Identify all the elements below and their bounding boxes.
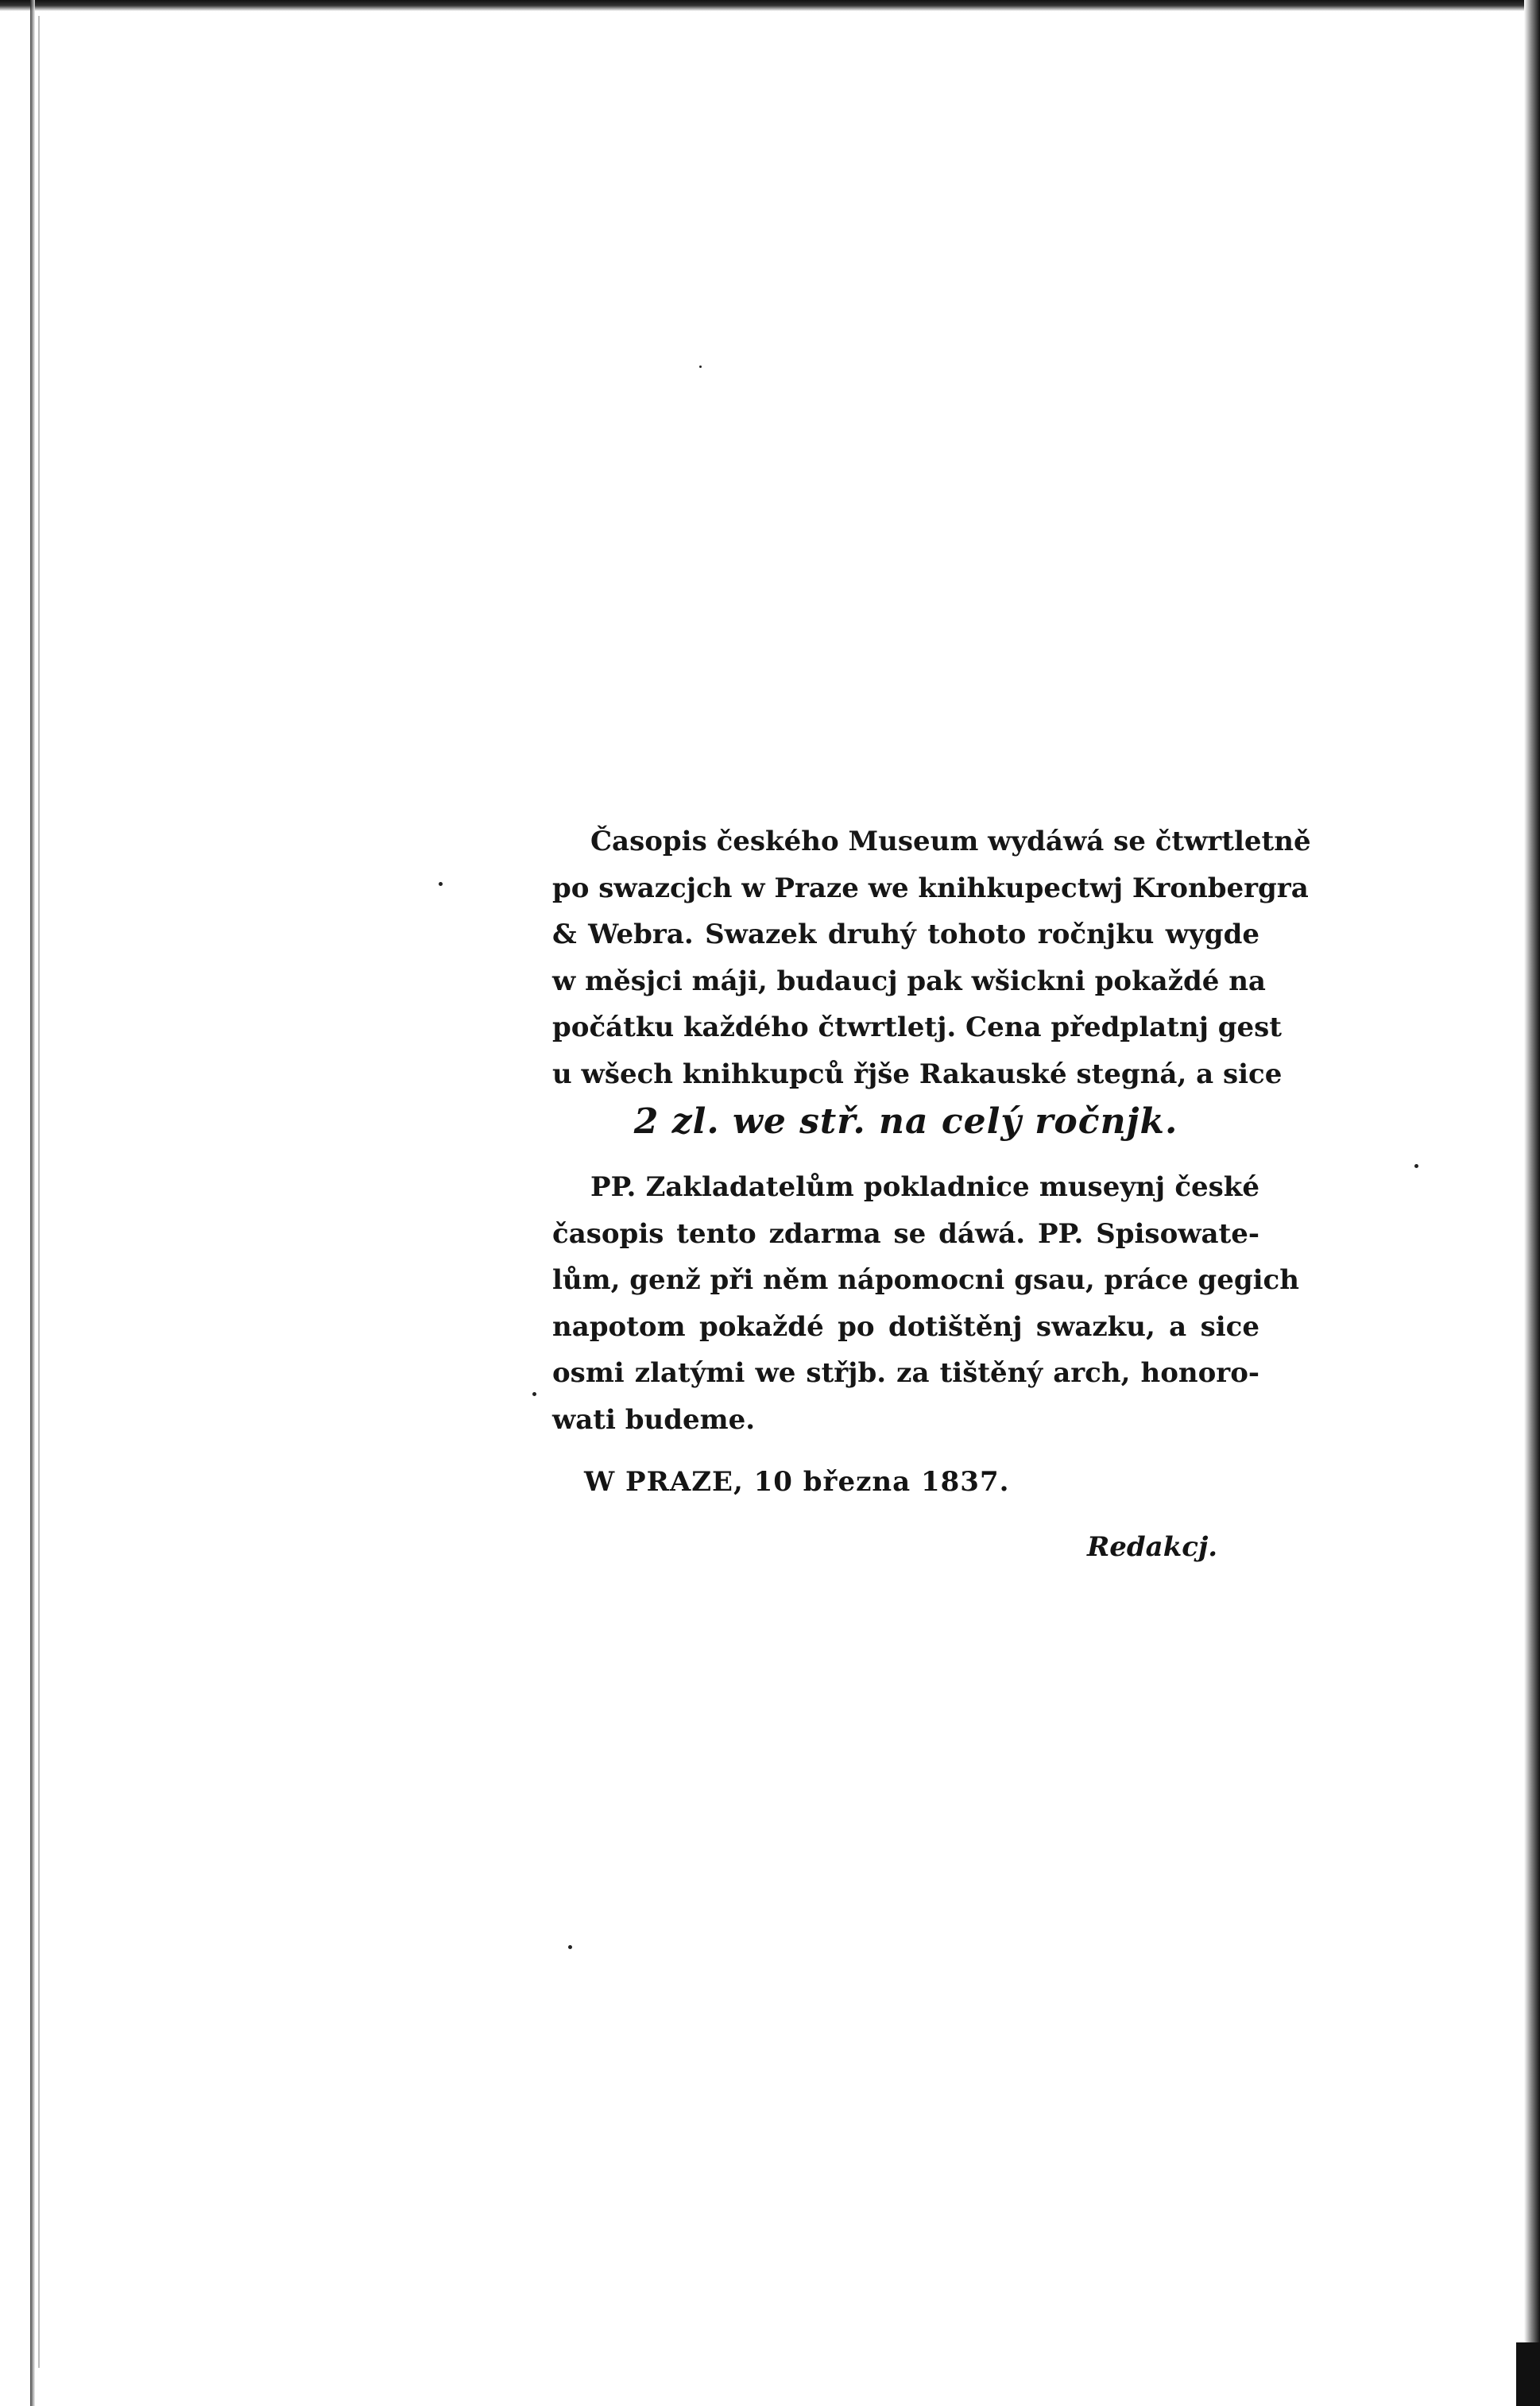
text-line: wati budeme. — [552, 1403, 756, 1436]
signature: Redakcj. — [1087, 1531, 1218, 1563]
text-line: počátku každého čtwrtletj. Cena předplatnj gest — [552, 1012, 1282, 1043]
text-line: w měsjci máji, budaucj pak wšickni pokaždé na — [552, 965, 1266, 997]
text-line: osmi zlatými we střjb. za tištěný arch, honoro- — [552, 1357, 1259, 1389]
scan-left-fold — [38, 16, 40, 2368]
scan-right-edge — [1524, 0, 1540, 2406]
paragraph-contributors — [552, 1164, 1299, 1443]
ink-speck — [1414, 1164, 1418, 1168]
dateline: W PRAZE, 10 března 1837. — [584, 1466, 1010, 1498]
ink-speck — [439, 882, 443, 886]
paragraph-publication — [552, 818, 1311, 1097]
text-line: Časopis českého Museum wydáwá se čtwrtletně — [590, 826, 1311, 857]
text-line: lům, genž při něm nápomocni gsau, práce gegich — [552, 1264, 1299, 1296]
scan-left-edge — [30, 0, 35, 2406]
text-line: napotom pokaždé po dotištěnj swazku, a sice — [552, 1310, 1259, 1343]
ink-speck — [699, 366, 702, 368]
ink-speck — [568, 1945, 572, 1949]
text-line: PP. Zakladatelům pokladnice museynj české — [590, 1171, 1259, 1203]
text-line: & Webra. Swazek druhý tohoto ročnjku wygde — [552, 919, 1259, 950]
price-line: 2 zl. we stř. na celý ročnjk. — [633, 1101, 1178, 1142]
scan-top-edge — [0, 0, 1540, 11]
notice-text-block — [552, 818, 1311, 1505]
ink-speck — [532, 1392, 536, 1396]
text-line: po swazcjch w Praze we knihkupectwj Kronbergra — [552, 872, 1309, 904]
text-line: časopis tento zdarma se dáwá. PP. Spisowate- — [552, 1217, 1259, 1250]
scan-corner-shadow — [1516, 2342, 1540, 2406]
text-line: u wšech knihkupců řjše Rakauské stegná, a sice — [552, 1058, 1283, 1090]
